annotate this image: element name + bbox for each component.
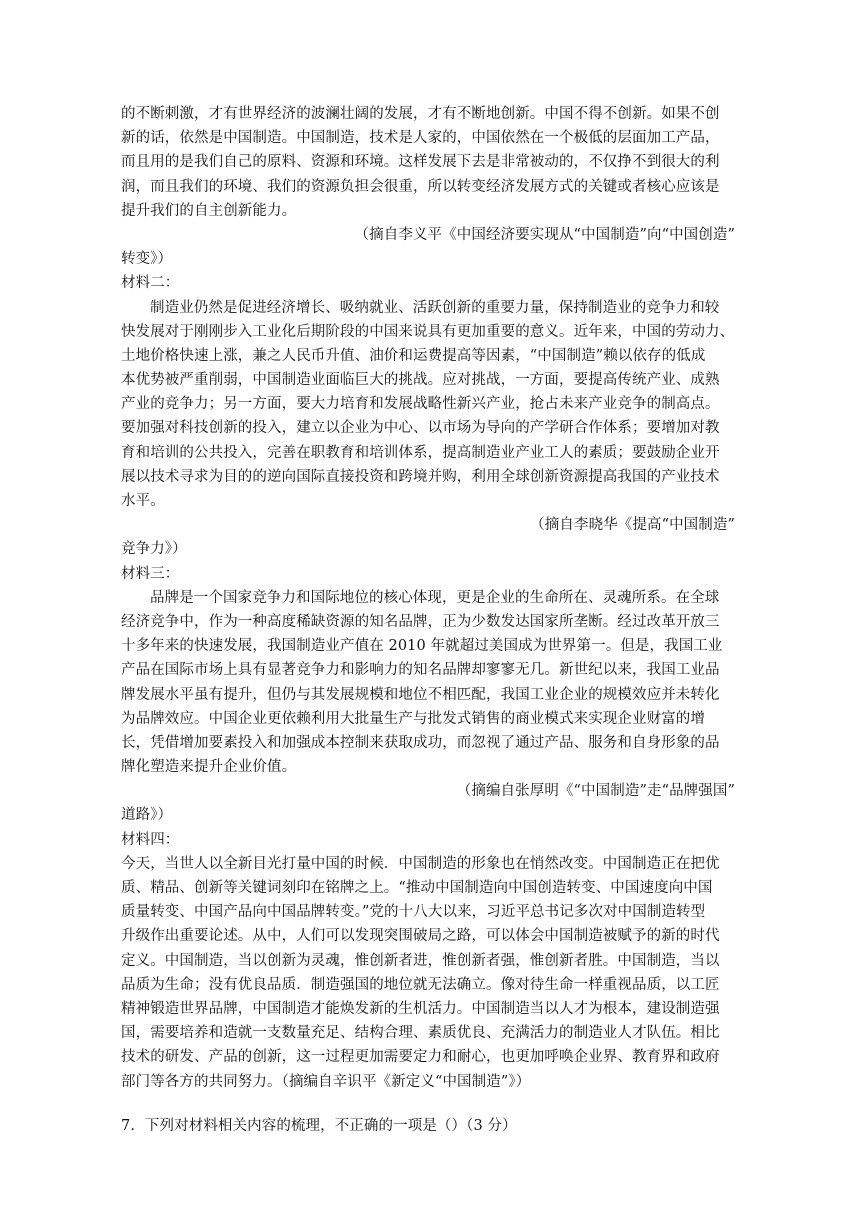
- material-two-heading: 材料二：: [121, 275, 180, 292]
- paragraph-line: 新的话，依然是中国制造。中国制造，技术是人家的，中国依然在一个极低的层面加工产品，: [121, 130, 720, 147]
- paragraph-line: 水平。: [121, 493, 165, 509]
- material-three-body: [121, 586, 743, 780]
- paragraph-line: 长，凭借增加要素投入和加强成本控制来获取成功，而忽视了通过产品、服务和自身形象的品: [121, 734, 720, 751]
- material-four-body: [121, 852, 743, 1094]
- paragraph-line: 升级作出重要论述。从中，人们可以发现突围破局之路，可以体会中国制造被赋予的新的时代: [121, 928, 720, 945]
- paragraph-line: 精神锻造世界品牌，中国制造才能焕发新的生机活力。中国制造当以人才为根本，建设制造强: [121, 1000, 720, 1017]
- material-three-source-cont: 道路》）: [121, 807, 173, 824]
- question-seven: 7．下列对材料相关内容的梳理，不正确的一项是（）（3 分）: [121, 1117, 517, 1134]
- material-two-source: （摘自李晓华《提高“中国制造”: [530, 517, 735, 534]
- paragraph-line: 的不断刺激，才有世界经济的波澜壮阔的发展，才有不断地创新。中国不得不创新。如果不创: [121, 106, 720, 122]
- material-four-heading: 材料四：: [121, 831, 180, 848]
- paragraph-line: 要加强对科技创新的投入，建立以企业为中心、以市场为导向的产学研合作体系；要增加对教: [121, 420, 720, 437]
- paragraph-line: 本优势被严重削弱，中国制造业面临巨大的挑战。应对挑战，一方面，要提高传统产业、成熟: [121, 372, 720, 389]
- paragraph-line: 快发展对于刚刚步入工业化后期阶段的中国来说具有更加重要的意义。近年来，中国的劳动力、: [121, 323, 735, 340]
- material-one-source: （摘自李义平《中国经济要实现从“中国制造”向“中国创造”: [354, 226, 735, 243]
- document-page: [121, 102, 743, 1138]
- paragraph-line: 牌化塑造来提升企业价值。: [121, 759, 297, 776]
- spacer: [121, 1094, 743, 1114]
- paragraph-line: 技术的研发、产品的创新，这一过程更加需要定力和耐心，也更加呼唤企业界、教育界和政府: [121, 1049, 720, 1066]
- paragraph-line: 定义。中国制造，当以创新为灵魂，惟创新者进，惟创新者强，惟创新者胜。中国制造，当以: [121, 952, 720, 969]
- paragraph-line: 提升我们的自主创新能力。: [121, 202, 297, 219]
- paragraph-line: 产品在国际市场上具有显著竞争力和影响力的知名品牌却寥寥无几。新世纪以来，我国工业品: [121, 662, 720, 679]
- paragraph-line: 国，需要培养和造就一支数量充足、结构合理、素质优良、充满活力的制造业人才队伍。相比: [121, 1025, 720, 1042]
- material-one-source-cont: 转变》）: [121, 251, 173, 268]
- material-one-body: [121, 102, 743, 223]
- paragraph-line: 为品牌效应。中国企业更依赖利用大批量生产与批发式销售的商业模式来实现企业财富的增: [121, 710, 705, 727]
- paragraph-line: 牌发展水平虽有提升，但仍与其发展规模和地位不相匹配，我国工业企业的规模效应并未转化: [121, 686, 720, 703]
- material-three-source: （摘编自张厚明《“中国制造”走“品牌强国”: [456, 783, 735, 800]
- paragraph-line: 品牌是一个国家竞争力和国际地位的核心体现，更是企业的生命所在、灵魂所系。在全球: [150, 589, 720, 606]
- material-three-heading: 材料三：: [121, 565, 180, 582]
- paragraph-line: 土地价格快速上涨，兼之人民币升值、油价和运费提高等因素，“中国制造”赖以依存的低成: [121, 347, 706, 364]
- paragraph-line: 品质为生命；没有优良品质．制造强国的地位就无法确立。像对待生命一样重视品质，以工匠: [121, 976, 720, 993]
- paragraph-line: 经济竞争中，作为一种高度稀缺资源的知名品牌，正为少数发达国家所垄断。经过改革开放三: [121, 613, 720, 630]
- paragraph-line: 展以技术寻求为目的的逆向国际直接投资和跨境并购，利用全球创新资源提高我国的产业技术: [121, 468, 720, 485]
- paragraph-line: 育和培训的公共投入，完善在职教育和培训体系，提高制造业产业工人的素质；要鼓励企业开: [121, 444, 720, 461]
- paragraph-line: 质量转变、中国产品向中国品牌转变。”党的十八大以来，习近平总书记多次对中国制造转型: [121, 904, 706, 921]
- paragraph-line: 产业的竞争力；另一方面，要大力培育和发展战略性新兴产业，抢占未来产业竞争的制高点。: [121, 396, 720, 413]
- material-two-body: [121, 296, 743, 514]
- paragraph-line: 润，而且我们的环境、我们的资源负担会很重，所以转变经济发展方式的关键或者核心应该是: [121, 178, 720, 195]
- paragraph-line: 部门等各方的共同努力。（摘编自辛识平《新定义“中国制造”》）: [121, 1073, 531, 1090]
- paragraph-line: 质、精品、创新等关键词刻印在铭牌之上。“推动中国制造向中国创造转变、中国速度向中国: [121, 880, 713, 896]
- paragraph-line: 今天，当世人以全新目光打量中国的时候．中国制造的形象也在悄然改变。中国制造正在把优: [121, 855, 720, 872]
- material-two-source-cont: 竞争力》）: [121, 541, 187, 558]
- paragraph-line: 而且用的是我们自己的原料、资源和环境。这样发展下去是非常被动的，不仅挣不到很大的利: [121, 154, 720, 171]
- paragraph-line: 十多年来的快速发展，我国制造业产值在 2010 年就超过美国成为世界第一。但是，我国工业: [121, 638, 723, 655]
- paragraph-line: 制造业仍然是促进经济增长、吸纳就业、活跃创新的重要力量，保持制造业的竞争力和较: [150, 299, 720, 316]
